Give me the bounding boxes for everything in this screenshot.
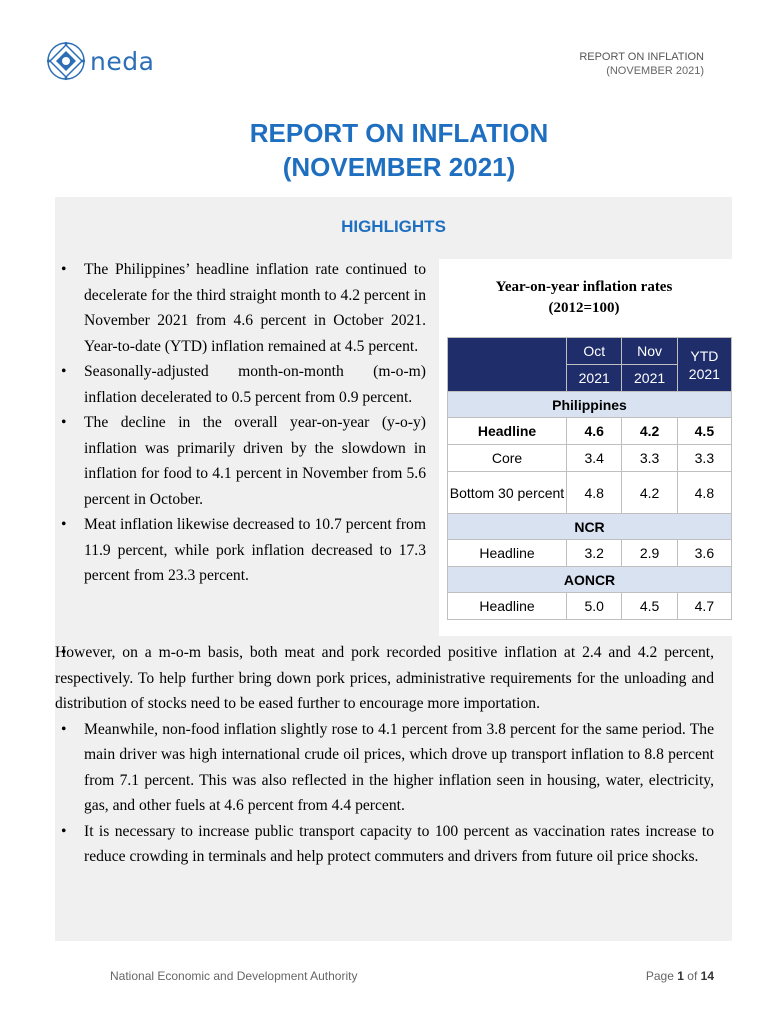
section-ncr: NCR bbox=[448, 514, 732, 540]
highlights-wide-text bbox=[55, 640, 732, 870]
table-row bbox=[448, 418, 732, 445]
footer-page-number bbox=[646, 969, 714, 983]
bullet-mom-inflation: • Seasonally-adjusted month-on-month (m-o-m) inflation decelerated to 0.5 percent from 0.9 percent. bbox=[55, 359, 426, 410]
bullet-nonfood-inflation: • Meanwhile, non-food inflation slightly rose to 4.1 percent from 3.8 percent for the same period. The main driver was high international crude oil prices, which drove up transport inflation to 8.8 percent from 7.1 percent. This was also reflected in the higher inflation seen in housing, water, electricity, gas, and other fuels at 4.6 percent from 4.4 percent. bbox=[55, 717, 732, 819]
page-title-line2: (NOVEMBER 2021) bbox=[282, 152, 516, 182]
row-label: Bottom 30 percent bbox=[448, 472, 567, 514]
bullet-meat-inflation: • Meat inflation likewise decreased to 10.7 percent from 11.9 percent, while pork inflation decreased to 17.3 percent from 23.3 percent. bbox=[55, 512, 426, 589]
cell-nov: 3.3 bbox=[622, 445, 677, 472]
col-nov-year: 2021 bbox=[622, 365, 677, 392]
neda-emblem-icon bbox=[46, 41, 86, 81]
table-row bbox=[448, 472, 732, 514]
page-title-line1: REPORT ON INFLATION bbox=[249, 118, 549, 148]
bullet-headline-inflation: • The Philippines’ headline inflation rate continued to decelerate for the third straight month to 4.2 percent in November 2021 from 4.6 percent in October 2021. Year-to-date (YTD) inflation remained at 4.5 percent. bbox=[55, 257, 426, 359]
row-label: Headline bbox=[448, 540, 567, 567]
table-row bbox=[448, 540, 732, 567]
bullet-meat-continuation-text: • However, on a m-o-m basis, both meat and pork recorded positive inflation at 2.4 and 4.2 percent, respectively. To help further bring down pork prices, administrative requirements for the unloading and distribution of stocks need to be eased further to encourage more importation. bbox=[55, 644, 714, 712]
table-caption-line2: (2012=100) bbox=[548, 300, 620, 316]
highlights-box bbox=[55, 197, 732, 941]
table-row bbox=[448, 593, 732, 620]
cell-ytd: 4.7 bbox=[677, 593, 731, 620]
col-oct: Oct bbox=[567, 338, 622, 365]
bullet-food-inflation: • The decline in the overall year-on-year (y-o-y) inflation was primarily driven by the slowdown in inflation for food to 4.1 percent in November from 5.6 percent in October. bbox=[55, 410, 426, 512]
cell-nov: 4.5 bbox=[622, 593, 677, 620]
footer-organization: National Economic and Development Authority bbox=[110, 969, 358, 983]
cell-nov: 4.2 bbox=[622, 418, 677, 445]
running-header-date: (NOVEMBER 2021) bbox=[606, 65, 704, 77]
cell-oct: 3.2 bbox=[567, 540, 622, 567]
cell-nov: 2.9 bbox=[622, 540, 677, 567]
cell-oct: 4.6 bbox=[567, 418, 622, 445]
cell-oct: 5.0 bbox=[567, 593, 622, 620]
running-header-title: REPORT ON INFLATION bbox=[579, 51, 704, 63]
table-caption-line1: Year-on-year inflation rates bbox=[495, 279, 673, 295]
col-ytd-line1: YTD bbox=[690, 347, 719, 364]
cell-oct: 3.4 bbox=[567, 445, 622, 472]
table-row bbox=[448, 445, 732, 472]
cell-ytd: 3.3 bbox=[677, 445, 731, 472]
col-oct-year: 2021 bbox=[567, 365, 622, 392]
page-total: 14 bbox=[700, 969, 714, 983]
cell-ytd: 4.5 bbox=[677, 418, 731, 445]
logo-wordmark: neda bbox=[90, 46, 155, 76]
row-label: Headline bbox=[448, 593, 567, 620]
table-header-blank bbox=[448, 338, 567, 392]
col-ytd bbox=[677, 338, 731, 392]
page-title bbox=[0, 116, 768, 184]
table-caption bbox=[439, 277, 729, 319]
highlights-left-column bbox=[55, 257, 426, 589]
row-label: Core bbox=[448, 445, 567, 472]
col-ytd-line2: 2021 bbox=[688, 365, 720, 382]
bullet-public-transport: • It is necessary to increase public transport capacity to 100 percent as vaccination rates increase to reduce crowding in terminals and help protect commuters and drivers from future oil price shocks. bbox=[55, 819, 732, 870]
col-nov: Nov bbox=[622, 338, 677, 365]
inflation-table bbox=[447, 337, 732, 620]
page-word: Page bbox=[645, 969, 674, 983]
section-philippines: Philippines bbox=[448, 392, 732, 418]
section-aoncr: AONCR bbox=[448, 567, 732, 593]
cell-nov: 4.2 bbox=[622, 472, 677, 514]
cell-oct: 4.8 bbox=[567, 472, 622, 514]
cell-ytd: 3.6 bbox=[677, 540, 731, 567]
page-current: 1 bbox=[677, 969, 684, 983]
page-of: of bbox=[687, 969, 698, 983]
neda-logo bbox=[46, 41, 154, 81]
highlights-heading: HIGHLIGHTS bbox=[341, 217, 446, 236]
bullet-meat-continuation bbox=[55, 640, 732, 717]
row-label: Headline bbox=[448, 418, 567, 445]
cell-ytd: 4.8 bbox=[677, 472, 731, 514]
inflation-table-panel bbox=[439, 259, 732, 636]
running-header bbox=[579, 50, 704, 78]
